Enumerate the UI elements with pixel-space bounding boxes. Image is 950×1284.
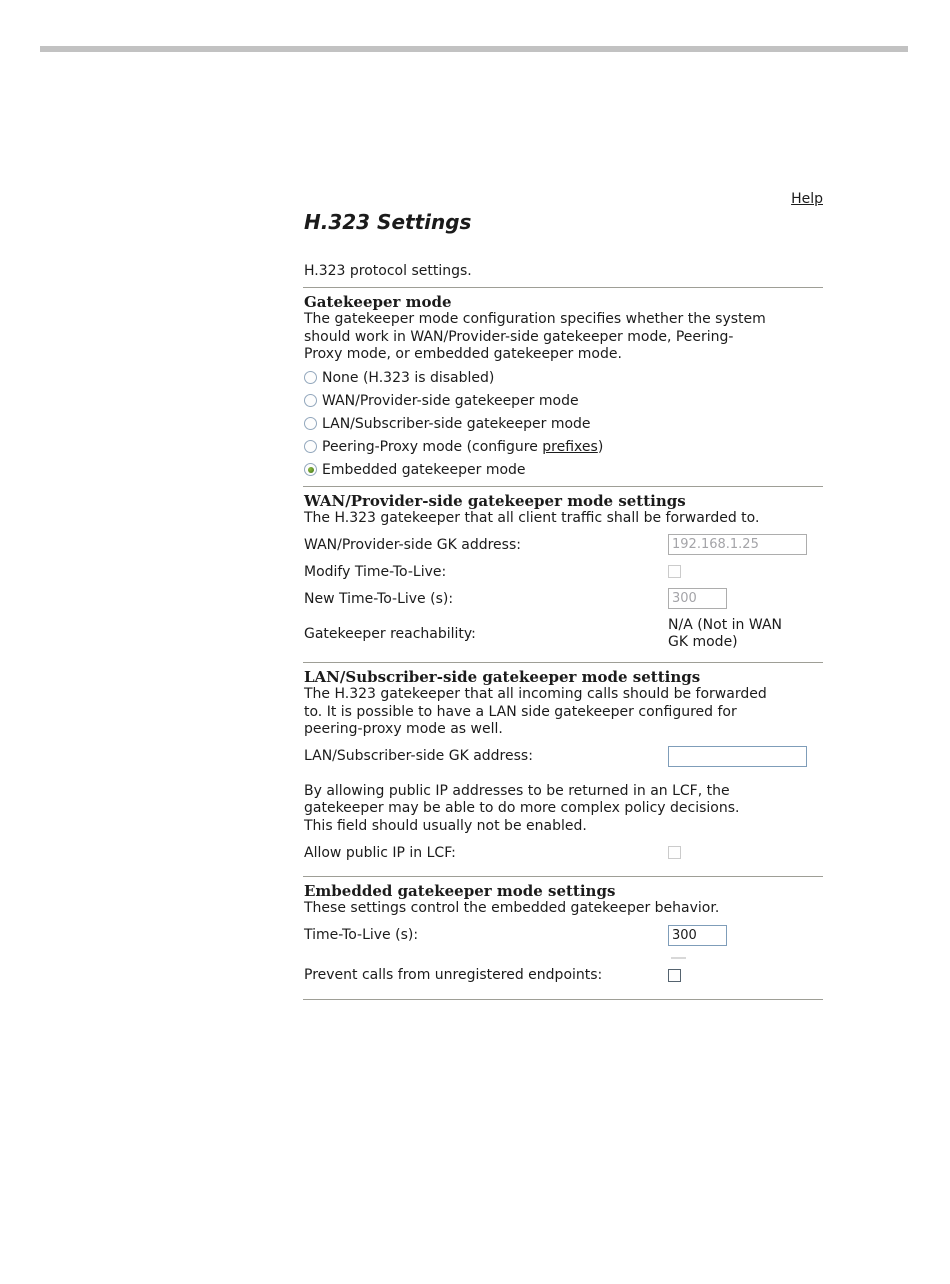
- lan-gk-address-input[interactable]: [668, 746, 807, 767]
- section-description: These settings control the embedded gatekeeper behavior.: [304, 900, 720, 916]
- section-heading: WAN/Provider-side gatekeeper mode settings: [304, 491, 686, 510]
- wan-gk-address-input: [668, 534, 807, 555]
- page-intro: H.323 protocol settings.: [304, 263, 472, 279]
- modify-ttl-checkbox: [668, 565, 681, 578]
- radio-none[interactable]: [304, 371, 317, 384]
- section-gatekeeper-mode: [303, 293, 823, 479]
- field-row-lan-gk-address: [304, 744, 823, 769]
- section-lan-gk-settings: [303, 668, 823, 869]
- paragraph-line: to. It is possible to have a LAN side gatekeeper configured for: [304, 703, 737, 720]
- lcf-note: [303, 783, 823, 836]
- radio-row-wan-gk: [304, 392, 823, 410]
- paragraph-line: This field should usually not be enabled.: [304, 817, 587, 834]
- field-label: Prevent calls from unregistered endpoints:: [304, 967, 603, 983]
- clipped-element-fragment: [671, 957, 686, 959]
- field-row-embedded-ttl: [304, 923, 823, 948]
- section-divider: [303, 287, 823, 288]
- field-label: Time-To-Live (s):: [304, 927, 419, 943]
- prevent-unregistered-checkbox[interactable]: [668, 969, 681, 982]
- field-row-new-ttl: [304, 586, 823, 611]
- radio-label: WAN/Provider-side gatekeeper mode: [322, 392, 579, 409]
- radio-wan-gk[interactable]: [304, 394, 317, 407]
- field-row-modify-ttl: [304, 559, 823, 584]
- paragraph-line: should work in WAN/Provider-side gatekeeper mode, Peering-: [304, 328, 734, 345]
- radio-label: None (H.323 is disabled): [322, 369, 495, 386]
- paragraph-line: By allowing public IP addresses to be returned in an LCF, the: [304, 782, 730, 799]
- embedded-ttl-input[interactable]: [668, 925, 727, 946]
- field-label: WAN/Provider-side GK address:: [304, 536, 521, 553]
- page-title: H.323 Settings: [304, 210, 472, 234]
- section-wan-gk-settings: [303, 492, 823, 656]
- section-divider: [303, 662, 823, 663]
- top-divider-bar: [40, 46, 908, 52]
- field-label: Modify Time-To-Live:: [304, 563, 447, 580]
- field-label: New Time-To-Live (s):: [304, 590, 454, 607]
- section-embedded-gk-settings: [303, 882, 823, 992]
- help-link[interactable]: Help: [791, 191, 823, 207]
- radio-label-suffix: ): [597, 438, 604, 455]
- radio-label-prefix: Peering-Proxy mode (configure: [322, 438, 543, 455]
- paragraph-line: The gatekeeper mode configuration specifies whether the system: [304, 311, 766, 327]
- section-heading: Embedded gatekeeper mode settings: [304, 882, 616, 900]
- paragraph-line: The H.323 gatekeeper that all incoming calls should be forwarded: [304, 686, 767, 702]
- section-heading: Gatekeeper mode: [304, 293, 452, 311]
- radio-embedded-gk[interactable]: [304, 463, 317, 476]
- section-description: [303, 686, 823, 739]
- radio-row-lan-gk: [304, 415, 823, 433]
- field-label: LAN/Subscriber-side GK address:: [304, 748, 533, 764]
- section-description: The H.323 gatekeeper that all client traffic shall be forwarded to.: [304, 509, 760, 526]
- radio-peering-proxy[interactable]: [304, 440, 317, 453]
- section-divider: [303, 486, 823, 487]
- radio-row-peering-proxy: [304, 438, 823, 456]
- settings-panel: [303, 191, 823, 1000]
- help-row: [303, 191, 823, 208]
- paragraph-line: Proxy mode, or embedded gatekeeper mode.: [304, 346, 622, 362]
- field-row-wan-gk-address: [304, 532, 823, 557]
- allow-public-ip-checkbox: [668, 846, 681, 859]
- field-label: Gatekeeper reachability:: [304, 626, 476, 642]
- field-row-prevent-unregistered: [304, 963, 823, 988]
- prefixes-link[interactable]: prefixes: [542, 438, 598, 455]
- field-row-allow-public-ip: [304, 840, 823, 865]
- field-label: Allow public IP in LCF:: [304, 844, 456, 861]
- section-divider: [303, 999, 823, 1000]
- section-description: [303, 311, 823, 364]
- radio-row-embedded-gk: [304, 461, 823, 479]
- paragraph-line: peering-proxy mode as well.: [304, 721, 503, 737]
- radio-label: [322, 439, 603, 455]
- new-ttl-input: [668, 588, 727, 609]
- radio-row-none: [304, 369, 823, 387]
- field-row-reachability: [304, 617, 823, 651]
- paragraph-line: gatekeeper may be able to do more complex policy decisions.: [304, 800, 740, 816]
- section-heading: LAN/Subscriber-side gatekeeper mode settings: [304, 668, 701, 686]
- radio-label: Embedded gatekeeper mode: [322, 461, 526, 478]
- reachability-value: N/A (Not in WAN GK mode): [668, 617, 782, 650]
- radio-label: LAN/Subscriber-side gatekeeper mode: [322, 415, 591, 432]
- radio-lan-gk[interactable]: [304, 417, 317, 430]
- section-divider: [303, 876, 823, 877]
